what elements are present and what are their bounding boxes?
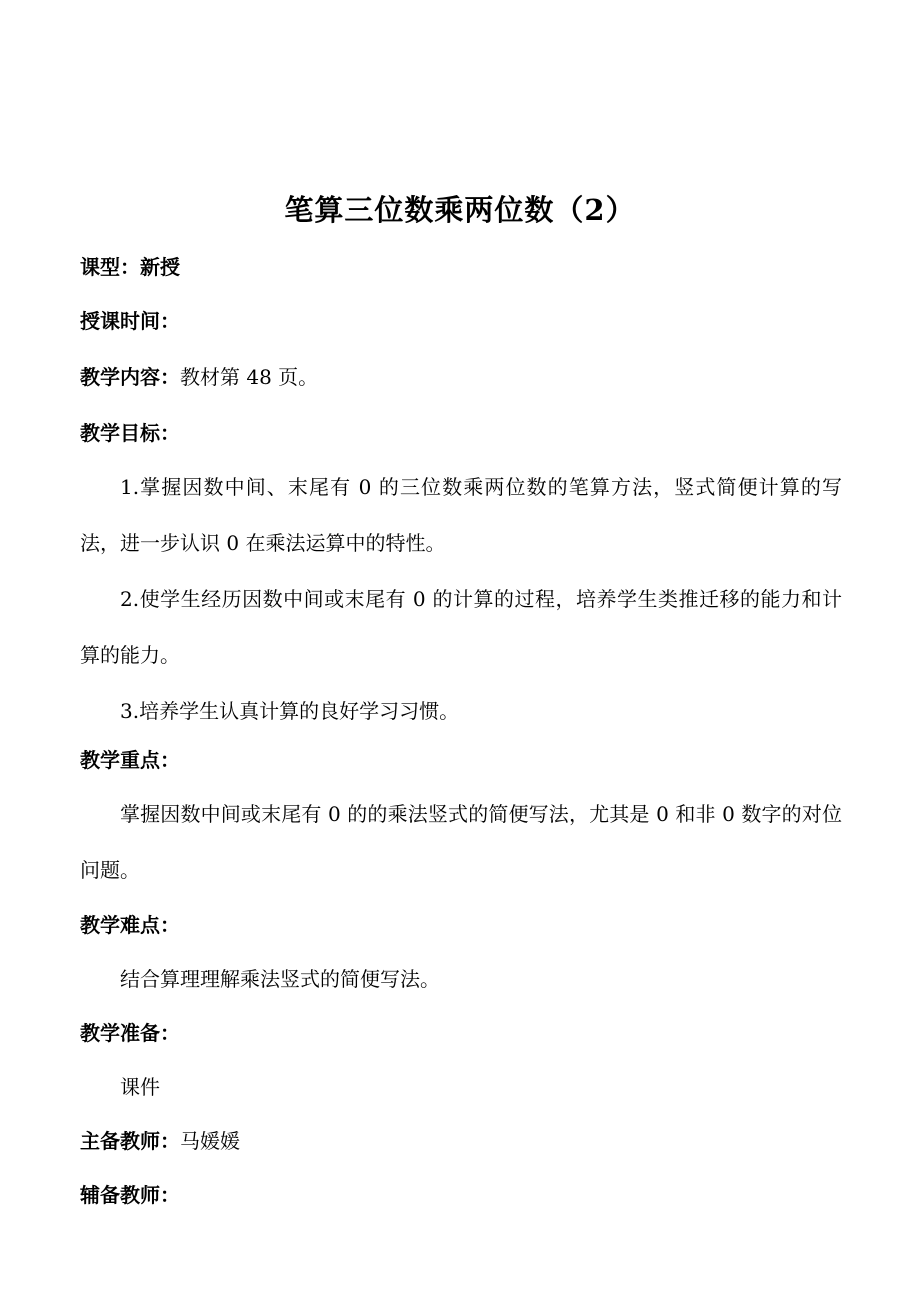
key-points-text: 掌握因数中间或末尾有 0 的的乘法竖式的简便写法，尤其是 0 和非 0 数字的对位问题。	[80, 802, 842, 882]
difficulties-heading	[80, 910, 850, 940]
difficulties-text: 结合算理理解乘法竖式的简便写法。	[120, 967, 440, 991]
lesson-type-value: 新授	[140, 255, 180, 279]
content-row	[80, 362, 850, 392]
lesson-time-row	[80, 306, 850, 336]
page-title: 笔算三位数乘两位数（2）	[284, 193, 636, 227]
key-points-label: 教学重点：	[80, 748, 180, 772]
assist-teacher-label: 辅备教师：	[80, 1183, 180, 1207]
objective-item-3: 3.培养学生认真计算的良好学习习惯。	[120, 699, 460, 723]
objective-item-2: 2.使学生经历因数中间或末尾有 0 的计算的过程，培养学生类推迁移的能力和计算的能力。	[80, 587, 842, 667]
content-label: 教学内容：	[80, 365, 180, 389]
objectives-label: 教学目标：	[80, 421, 180, 445]
main-teacher-label: 主备教师：	[80, 1129, 180, 1153]
lesson-type-row	[80, 252, 850, 282]
main-teacher-row	[80, 1126, 850, 1156]
preparation-text: 课件	[120, 1075, 160, 1099]
difficulties-label: 教学难点：	[80, 913, 180, 937]
objectives-heading	[80, 418, 850, 448]
content-value: 教材第 48 页。	[180, 365, 319, 389]
key-points-heading	[80, 745, 850, 775]
preparation-heading	[80, 1018, 850, 1048]
preparation-label: 教学准备：	[80, 1021, 180, 1045]
objective-item-1: 1.掌握因数中间、末尾有 0 的三位数乘两位数的笔算方法，竖式简便计算的写法，进一步认识 0 在乘法运算中的特性。	[80, 475, 842, 555]
main-teacher-value: 马媛媛	[180, 1129, 240, 1153]
lesson-type-label: 课型：	[80, 255, 140, 279]
lesson-time-label: 授课时间：	[80, 309, 180, 333]
assist-teacher-row	[80, 1180, 850, 1210]
